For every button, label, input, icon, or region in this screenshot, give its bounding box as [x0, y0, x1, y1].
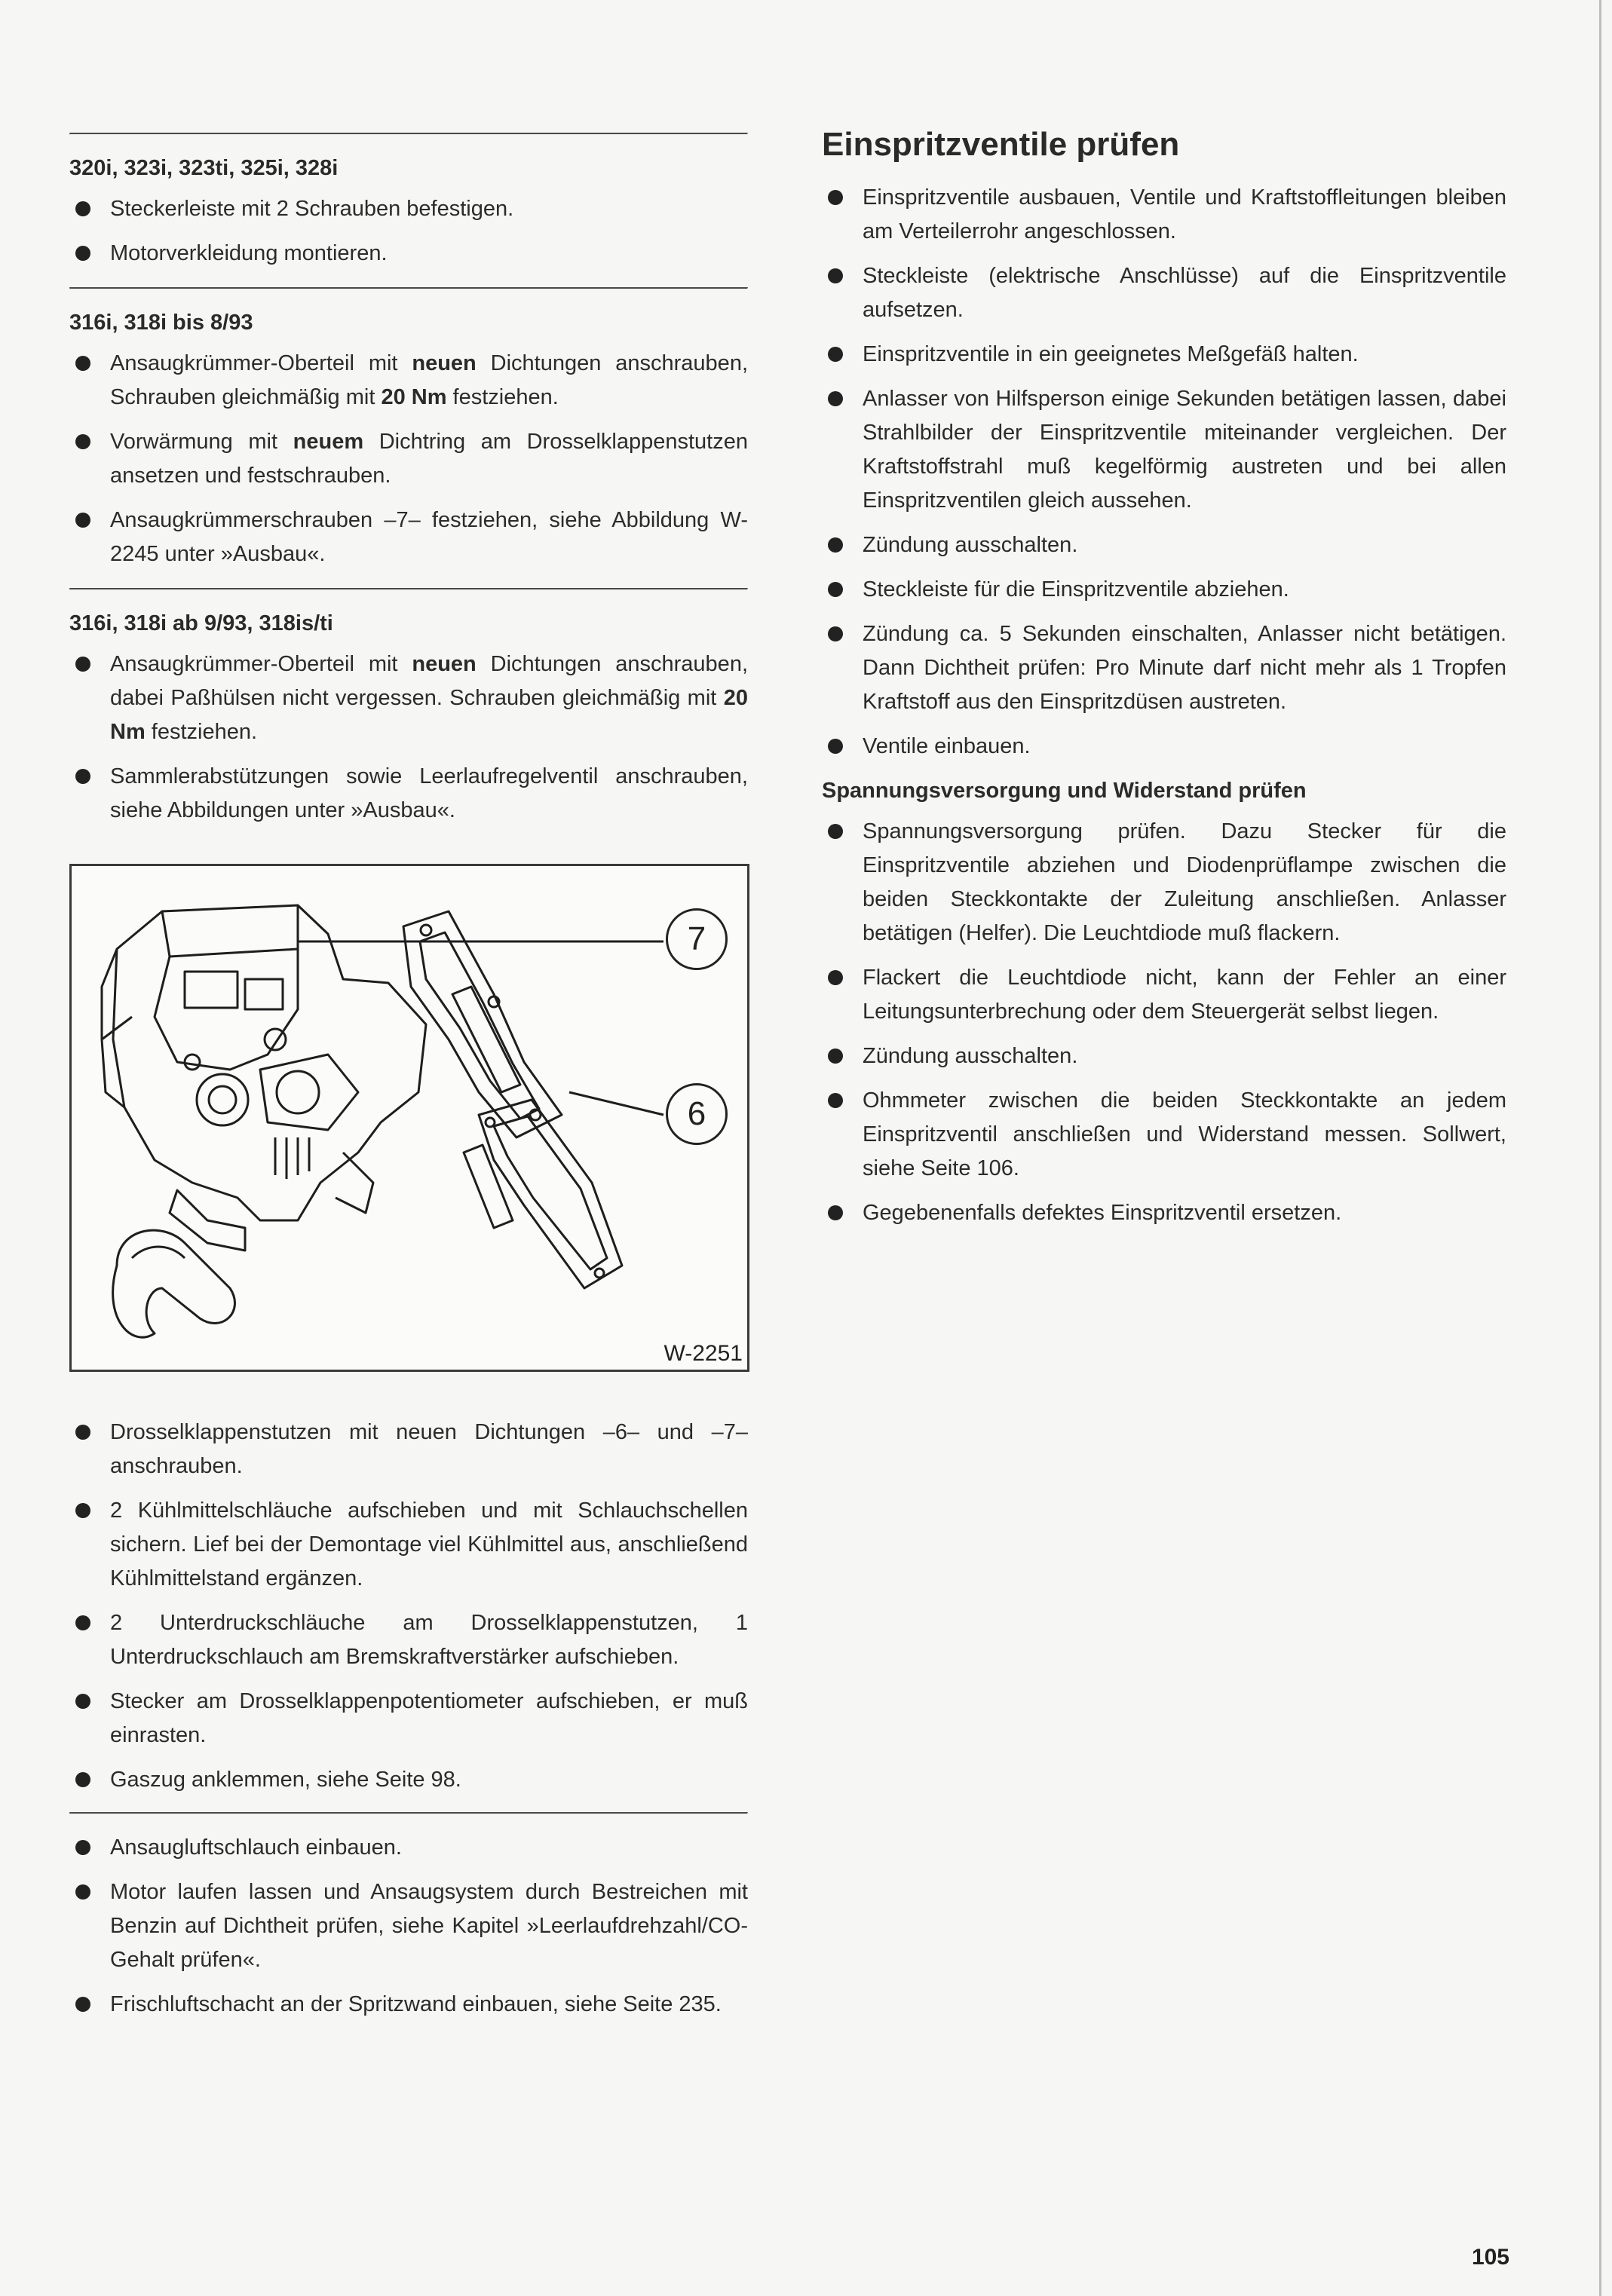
callout-7: 7 — [666, 908, 728, 970]
callout-6: 6 — [666, 1083, 728, 1145]
list-item: 2 Unterdruckschläuche am Drosselklappenstutzen, 1 Unterdruckschlauch am Bremskraftverstärker aufschieben. — [69, 1606, 748, 1674]
section-heading-320i: 320i, 323i, 323ti, 325i, 328i — [69, 156, 339, 180]
figure-label: W-2251 — [663, 1341, 743, 1366]
list-item: Gegebenenfalls defektes Einspritzventil ersetzen. — [822, 1196, 1506, 1230]
list-320i — [69, 192, 748, 271]
throttle-body-drawing — [72, 866, 747, 1370]
list-316i-bis — [69, 347, 748, 571]
list-final — [69, 1831, 748, 2022]
section-rule — [69, 287, 748, 289]
list-316i-ab — [69, 647, 748, 828]
list-item: Spannungsversorgung prüfen. Dazu Stecker für die Einspritzventile abziehen und Diodenprüflampe zwischen die beiden Steckkontakte der Zuleitung anschließen. Anlasser betätigen (Helfer). Die Leuchtdiode muß flackern. — [822, 815, 1506, 951]
list-item: Ansaugkrümmer-Oberteil mit neuen Dichtungen anschrauben, Schrauben gleichmäßig mit 20 Nm festziehen. — [69, 347, 748, 415]
list-injector-check — [822, 181, 1506, 764]
list-item: Zündung ausschalten. — [822, 528, 1506, 562]
list-item: Anlasser von Hilfsperson einige Sekunden betätigen lassen, dabei Strahlbilder der Einspritzventile miteinander vergleichen. Der Kraftstoffstrahl muß kegelförmig austreten und bei allen Einspritzventilen gleich aussehen. — [822, 382, 1506, 518]
list-item: 2 Kühlmittelschläuche aufschieben und mit Schlauchschellen sichern. Lief bei der Demontage viel Kühlmittel aus, anschließend Kühlmittelstand ergänzen. — [69, 1494, 748, 1596]
section-rule — [69, 1812, 748, 1814]
list-item: Ansaugkrümmerschrauben –7– festziehen, siehe Abbildung W-2245 unter »Ausbau«. — [69, 504, 748, 571]
list-assembly — [69, 1416, 748, 1797]
page-title: Einspritzventile prüfen — [822, 126, 1180, 163]
page-edge-line — [1599, 0, 1601, 2296]
list-item: Drosselklappenstutzen mit neuen Dichtungen –6– und –7– anschrauben. — [69, 1416, 748, 1483]
figure-throttle-body — [69, 864, 749, 1372]
left-column — [69, 133, 748, 2032]
list-item: Stecker am Drosselklappenpotentiometer aufschieben, er muß einrasten. — [69, 1685, 748, 1753]
section-heading-voltage: Spannungsversorgung und Widerstand prüfen — [822, 779, 1307, 803]
list-item: Motorverkleidung montieren. — [69, 237, 748, 271]
list-item: Steckleiste (elektrische Anschlüsse) auf die Einspritzventile aufsetzen. — [822, 259, 1506, 327]
list-item: Einspritzventile in ein geeignetes Meßgefäß halten. — [822, 338, 1506, 372]
list-item: Ohmmeter zwischen die beiden Steckkontakte an jedem Einspritzventil anschließen und Widerstand messen. Sollwert, siehe Seite 106. — [822, 1084, 1506, 1186]
list-item: Zündung ca. 5 Sekunden einschalten, Anlasser nicht betätigen. Dann Dichtheit prüfen: Pro Minute darf nicht mehr als 1 Tropfen Kraftstoff aus den Einspritzdüsen austreten. — [822, 617, 1506, 719]
list-item: Sammlerabstützungen sowie Leerlaufregelventil anschrauben, siehe Abbildungen unter »Ausbau«. — [69, 760, 748, 828]
list-item: Ansaugkrümmer-Oberteil mit neuen Dichtungen anschrauben, dabei Paßhülsen nicht vergessen. Schrauben gleichmäßig mit 20 Nm festziehen. — [69, 647, 748, 749]
right-column — [822, 125, 1506, 1241]
section-heading-316i-ab: 316i, 318i ab 9/93, 318is/ti — [69, 611, 333, 635]
list-item: Gaszug anklemmen, siehe Seite 98. — [69, 1763, 748, 1797]
list-item: Einspritzventile ausbauen, Ventile und Kraftstoffleitungen bleiben am Verteilerrohr angeschlossen. — [822, 181, 1506, 249]
list-item: Vorwärmung mit neuem Dichtring am Drosselklappenstutzen ansetzen und festschrauben. — [69, 425, 748, 493]
list-item: Flackert die Leuchtdiode nicht, kann der Fehler an einer Leitungsunterbrechung oder dem Steuergerät selbst liegen. — [822, 961, 1506, 1029]
section-heading-316i-bis: 316i, 318i bis 8/93 — [69, 311, 253, 335]
page-number: 105 — [1471, 2245, 1509, 2270]
section-rule — [69, 133, 748, 135]
list-voltage-check — [822, 815, 1506, 1230]
list-item: Motor laufen lassen und Ansaugsystem durch Bestreichen mit Benzin auf Dichtheit prüfen, siehe Kapitel »Leerlaufdrehzahl/CO-Gehalt prüfen«. — [69, 1875, 748, 1977]
list-item: Steckerleiste mit 2 Schrauben befestigen. — [69, 192, 748, 226]
list-item: Zündung ausschalten. — [822, 1039, 1506, 1073]
list-item: Frischluftschacht an der Spritzwand einbauen, siehe Seite 235. — [69, 1988, 748, 2022]
section-rule — [69, 588, 748, 590]
list-item: Ansaugluftschlauch einbauen. — [69, 1831, 748, 1865]
list-item: Steckleiste für die Einspritzventile abziehen. — [822, 573, 1506, 607]
list-item: Ventile einbauen. — [822, 730, 1506, 764]
